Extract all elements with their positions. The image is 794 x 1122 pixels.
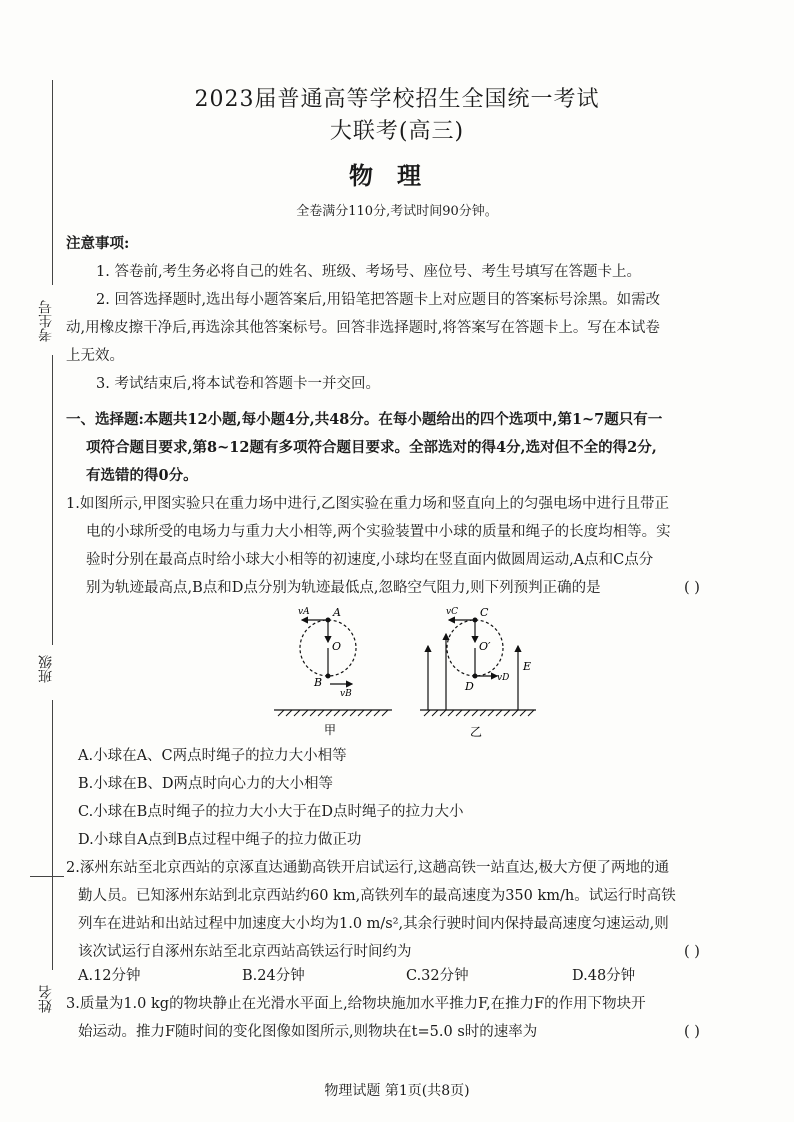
q1-stem-line2: 电的小球所受的电场力与重力大小相等,两个实验装置中小球的质量和绳子的长度均相等。实 <box>86 524 671 540</box>
q3-answer-bracket: ( ) <box>684 1024 700 1040</box>
q1-option-c: C.小球在B点时绳子的拉力大小大于在D点时绳子的拉力大小 <box>78 804 464 820</box>
section-1-intro-line3: 有选错的得0分。 <box>86 467 198 484</box>
q2-option-a: A.12分钟 <box>78 968 141 984</box>
q1-option-d: D.小球自A点到B点过程中绳子的拉力做正功 <box>78 832 362 848</box>
label-vD: vD <box>497 673 510 683</box>
label-O-prime: O′ <box>479 640 491 653</box>
notice-item-2-line2: 动,用橡皮擦干净后,再选涂其他答案标号。回答非选择题时,将答案写在答题卡上。写在本试卷 <box>66 320 660 336</box>
caption-left: 甲 <box>324 723 337 737</box>
q1-option-a: A.小球在A、C两点时绳子的拉力大小相等 <box>78 748 347 764</box>
q3-stem-line1: 3.质量为1.0 kg的物块静止在光滑水平面上,给物块施加水平推力F,在推力F的作用下物块开 <box>66 996 646 1012</box>
notice-item-2-line1: 2. 回答选择题时,选出每小题答案后,用铅笔把答题卡上对应题目的答案标号涂黑。如需改 <box>96 292 661 308</box>
label-B: B <box>314 676 323 689</box>
q2-stem-line3: 列车在进站和出站过程中加速度大小均为1.0 m/s²,其余行驶时间内保持最高速度匀速运动,则 <box>78 916 669 932</box>
point-D <box>473 674 478 679</box>
notice-item-2-line3: 上无效。 <box>66 348 124 364</box>
notice-heading: 注意事项: <box>66 235 130 252</box>
q1-stem-line4: 别为轨迹最高点,B点和D点分别为轨迹最低点,忽略空气阻力,则下列预判正确的是 <box>86 580 601 596</box>
q2-stem-line2: 勤人员。已知涿州东站到北京西站约60 km,高铁列车的最高速度为350 km/h。试运行时高铁 <box>78 888 676 904</box>
label-vA: vA <box>298 607 310 617</box>
ground-hatch-left <box>278 710 388 716</box>
q2-option-b: B.24分钟 <box>242 968 305 984</box>
notice-item-1: 1. 答卷前,考生务必将自己的姓名、班级、考场号、座位号、考生号填写在答题卡上。 <box>96 264 642 280</box>
section-1-intro-line1: 一、选择题:本题共12小题,每小题4分,共48分。在每小题给出的四个选项中,第1~7题只有一 <box>66 411 663 428</box>
binding-line-mid <box>52 355 53 645</box>
ground-hatch-right <box>424 710 534 716</box>
exam-title: 2023届普通高等学校招生全国统一考试 <box>194 87 600 112</box>
exam-number-label: 考生号 <box>38 300 54 342</box>
figure-left-panel <box>274 606 392 737</box>
point-C <box>473 618 478 623</box>
label-A: A <box>333 606 341 619</box>
label-C: C <box>480 606 489 619</box>
binding-tick <box>30 876 64 877</box>
notice-item-3: 3. 考试结束后,将本试卷和答题卡一并交回。 <box>96 376 381 392</box>
q2-answer-bracket: ( ) <box>684 944 700 960</box>
label-O: O <box>332 640 342 653</box>
label-E: E <box>523 660 532 673</box>
q3-stem-line2: 始运动。推力F随时间的变化图像如图所示,则物块在t=5.0 s时的速率为 <box>78 1024 538 1040</box>
name-label: 姓名 <box>38 985 54 1013</box>
class-label: 班级 <box>38 655 54 683</box>
subject-title: 物理 <box>349 161 445 190</box>
exam-subtitle: 大联考(高三) <box>329 119 465 144</box>
section-1-intro-line2: 项符合题目要求,第8~12题有多项符合题目要求。全部选对的得4分,选对但不全的得2分, <box>86 439 657 456</box>
score-time-info: 全卷满分110分,考试时间90分钟。 <box>296 204 498 219</box>
q2-stem-line1: 2.涿州东站至北京西站的京涿直达通勤高铁开启试运行,这趟高铁一站直达,极大方便了两地的通 <box>66 860 670 876</box>
label-vB: vB <box>340 689 352 699</box>
q1-option-b: B.小球在B、D两点时向心力的大小相等 <box>78 776 334 792</box>
page-footer: 物理试题 第1页(共8页) <box>324 1083 470 1099</box>
q2-stem-line4: 该次试运行自涿州东站至北京西站高铁运行时间约为 <box>78 944 412 960</box>
figure-right-panel <box>420 606 536 739</box>
point-A <box>326 618 331 623</box>
label-vC: vC <box>446 607 458 617</box>
q1-answer-bracket: ( ) <box>684 580 700 596</box>
binding-line-bottom <box>52 700 53 970</box>
label-D: D <box>465 680 474 693</box>
q1-stem-line1: 1.如图所示,甲图实验只在重力场中进行,乙图实验在重力场和竖直向上的匀强电场中进行且带正 <box>66 496 670 512</box>
point-B <box>326 674 331 679</box>
q2-option-c: C.32分钟 <box>406 968 469 984</box>
caption-right: 乙 <box>470 725 483 739</box>
q1-stem-line3: 验时分别在最高点时给小球大小相等的初速度,小球均在竖直面内做圆周运动,A点和C点分 <box>86 552 654 568</box>
q2-option-d: D.48分钟 <box>572 968 636 984</box>
q1-figure <box>268 598 538 748</box>
